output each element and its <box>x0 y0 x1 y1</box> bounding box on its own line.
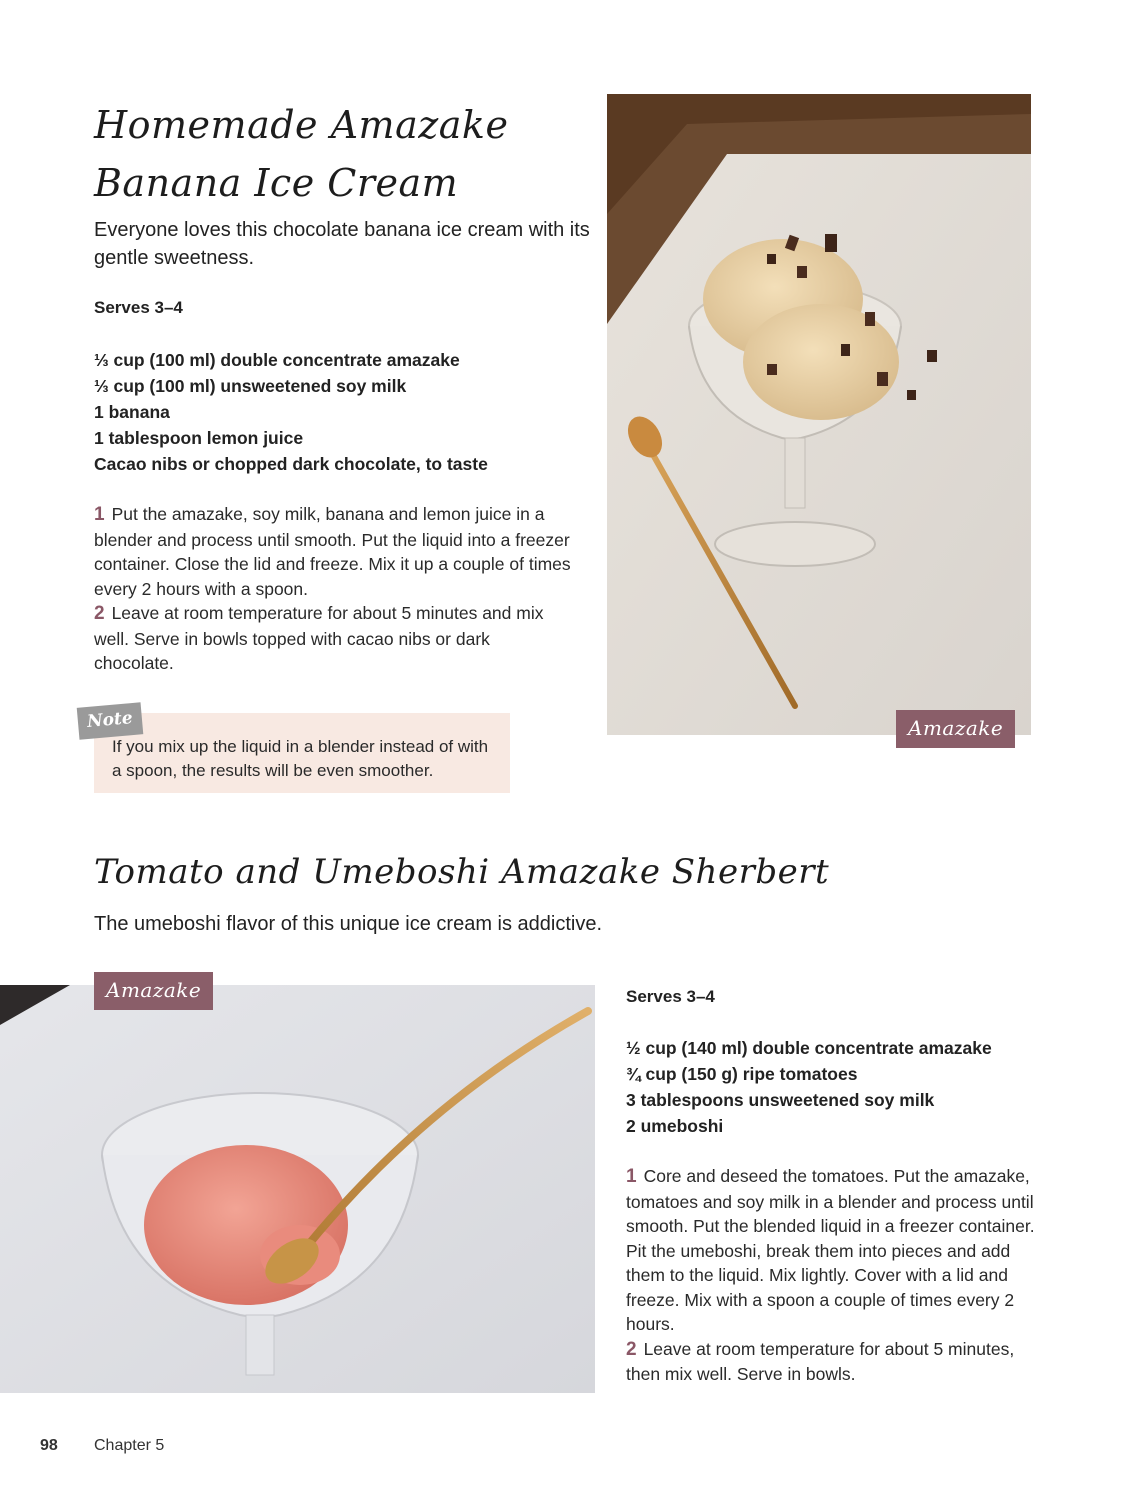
ingredient-item: ⅓ cup (100 ml) unsweetened soy milk <box>94 376 407 396</box>
step <box>94 601 574 676</box>
banana-ice-cream-photo <box>607 94 1031 735</box>
step <box>626 1164 1038 1337</box>
step-number: 2 <box>94 603 105 624</box>
note-label: Note <box>77 702 144 739</box>
step-text: Leave at room temperature for about 5 minutes, then mix well. Serve in bowls. <box>626 1338 1015 1384</box>
recipe2-serves: Serves 3–4 <box>626 987 715 1006</box>
ingredient-item: 2 umeboshi <box>626 1116 724 1136</box>
step-number: 1 <box>94 504 105 525</box>
recipe2-ingredients <box>626 1035 1086 1139</box>
page-number: 98 <box>40 1437 58 1454</box>
recipe1-ingredients <box>94 347 574 477</box>
step <box>626 1337 1038 1387</box>
recipe1-title-line: Homemade Amazake <box>94 103 509 147</box>
recipe2-steps <box>626 1164 1038 1387</box>
ingredient-item: 1 tablespoon lemon juice <box>94 428 304 448</box>
tomato-sherbert-photo <box>0 985 595 1393</box>
step-text: Put the amazake, soy milk, banana and lemon juice in a blender and process until smooth. Put the liquid into a freezer container. Close the lid and freeze. Mix it up a couple of times every 2 hours with a spoon. <box>94 504 571 599</box>
recipe1-intro: Everyone loves this chocolate banana ice cream with its gentle sweetness. <box>94 219 590 269</box>
recipe2-intro: The umeboshi flavor of this unique ice cream is addictive. <box>94 913 603 935</box>
recipe1-serves: Serves 3–4 <box>94 298 183 317</box>
chapter-label: Chapter 5 <box>94 1437 165 1454</box>
ingredient-item: ½ cup (140 ml) double concentrate amazake <box>626 1038 992 1058</box>
step-text: Core and deseed the tomatoes. Put the amazake, tomatoes and soy milk in a blender and process until smooth. Put the blended liquid in a freezer container. Pit the umeboshi, break them into pieces and add them to the liquid. Mix lightly. Cover with a lid and freeze. Mix with a spoon a couple of times every 2 hours. <box>626 1166 1035 1334</box>
ingredient-item: 1 banana <box>94 402 170 422</box>
ice-cream-illustration <box>607 94 1031 735</box>
sherbert-illustration <box>0 985 595 1393</box>
recipe2-title: Tomato and Umeboshi Amazake Sherbert <box>94 852 830 892</box>
amazake-tag: Amazake <box>896 710 1015 748</box>
note-text: If you mix up the liquid in a blender instead of with a spoon, the results will be even smoother. <box>112 737 489 780</box>
step-number: 2 <box>626 1338 637 1360</box>
amazake-tag: Amazake <box>94 972 213 1010</box>
ingredient-item: ¾ cup (150 g) ripe tomatoes <box>626 1064 858 1084</box>
ingredient-item: ⅓ cup (100 ml) double concentrate amazake <box>94 350 460 370</box>
step <box>94 502 574 601</box>
recipe1-title-line: Banana Ice Cream <box>94 161 459 205</box>
recipe1-steps <box>94 502 574 676</box>
recipe1-title <box>94 96 508 212</box>
ingredient-item: 3 tablespoons unsweetened soy milk <box>626 1090 935 1110</box>
step-number: 1 <box>626 1166 637 1187</box>
step-text: Leave at room temperature for about 5 minutes and mix well. Serve in bowls topped with cacao nibs or dark chocolate. <box>94 603 544 673</box>
ingredient-item: Cacao nibs or chopped dark chocolate, to taste <box>94 454 488 474</box>
